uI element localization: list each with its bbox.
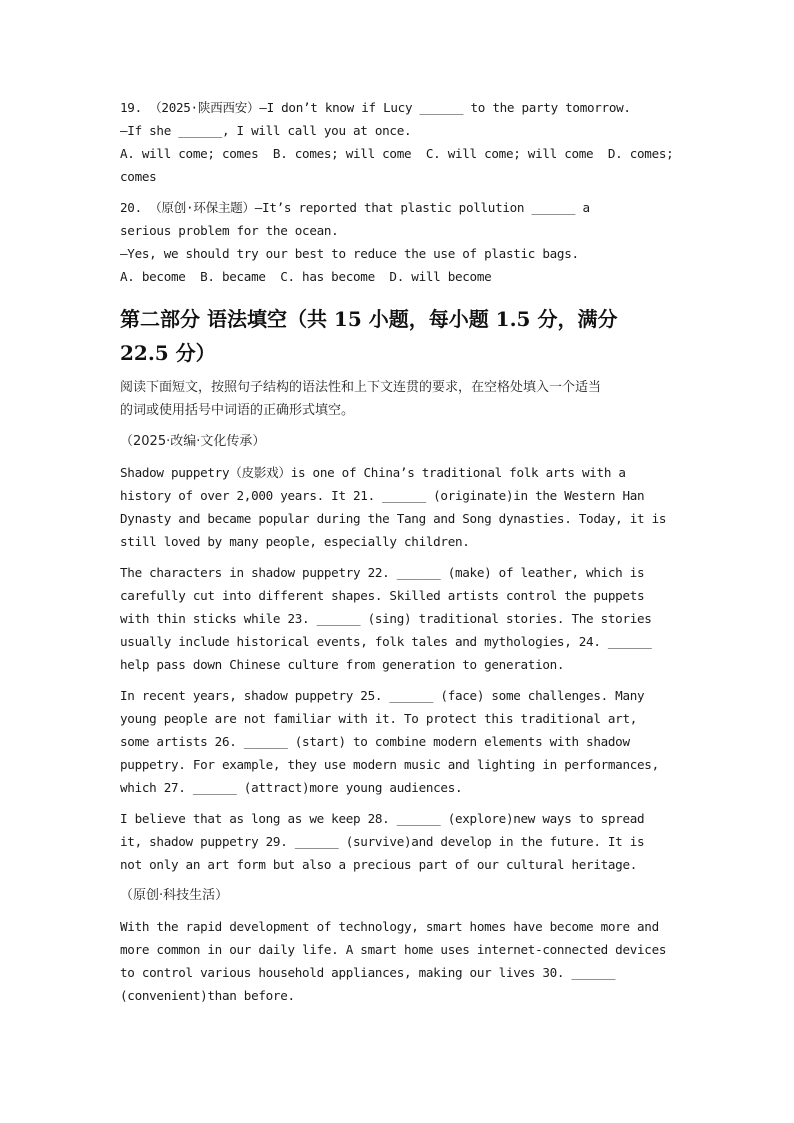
section-heading-line: 22.5 分） <box>120 341 216 365</box>
paragraph-line: With the rapid development of technology, smart homes have become more and <box>120 919 659 934</box>
paragraph-line: Shadow puppetry（皮影戏）is one of China’s traditional folk arts with a <box>120 465 626 480</box>
question-20-line: 20. （原创·环保主题）—It’s reported that plastic pollution ______ a <box>120 200 590 215</box>
document-page <box>120 96 700 1015</box>
paragraph-line: not only an art form but also a precious part of our cultural heritage. <box>120 857 638 872</box>
question-19-options: A. will come; comes B. comes; will come C. will come; will come D. comes; <box>120 146 674 161</box>
paragraph-line: puppetry. For example, they use modern music and lighting in performances, <box>120 757 659 772</box>
question-20-line: —Yes, we should try our best to reduce the use of plastic bags. <box>120 246 579 261</box>
passage-paragraph <box>120 807 700 876</box>
section-heading <box>120 302 700 370</box>
instructions-line: 的词或使用括号中词语的正确形式填空。 <box>120 403 355 418</box>
question-20 <box>120 196 700 288</box>
question-19-options-cont: comes <box>120 169 157 184</box>
paragraph-line: carefully cut into different shapes. Skilled artists control the puppets <box>120 588 645 603</box>
paragraph-line: young people are not familiar with it. To protect this traditional art, <box>120 711 638 726</box>
paragraph-line: it, shadow puppetry 29. ______ (survive)and develop in the future. It is <box>120 834 645 849</box>
instructions <box>120 376 700 422</box>
paragraph-line: some artists 26. ______ (start) to combine modern elements with shadow <box>120 734 630 749</box>
paragraph-line: to control various household appliances, making our lives 30. ______ <box>120 965 616 980</box>
passage-source: （原创·科技生活） <box>120 888 229 903</box>
paragraph-line: help pass down Chinese culture from generation to generation. <box>120 657 565 672</box>
paragraph-line: (convenient)than before. <box>120 988 295 1003</box>
paragraph-line: history of over 2,000 years. It 21. ______ (originate)in the Western Han <box>120 488 645 503</box>
paragraph-line: with thin sticks while 23. ______ (sing) traditional stories. The stories <box>120 611 652 626</box>
paragraph-line: I believe that as long as we keep 28. ______ (explore)new ways to spread <box>120 811 645 826</box>
paragraph-line: In recent years, shadow puppetry 25. ______ (face) some challenges. Many <box>120 688 645 703</box>
paragraph-line: Dynasty and became popular during the Tang and Song dynasties. Today, it is <box>120 511 667 526</box>
passage-paragraph <box>120 684 700 799</box>
question-20-line: serious problem for the ocean. <box>120 223 339 238</box>
paragraph-line: more common in our daily life. A smart home uses internet-connected devices <box>120 942 667 957</box>
question-19-line: 19. （2025·陕西西安）—I don’t know if Lucy ______ to the party tomorrow. <box>120 100 631 115</box>
instructions-line: 阅读下面短文，按照句子结构的语法性和上下文连贯的要求，在空格处填入一个适当 <box>120 380 602 395</box>
passage-source: （2025·改编·文化传承） <box>120 434 266 449</box>
paragraph-line: usually include historical events, folk tales and mythologies, 24. ______ <box>120 634 652 649</box>
question-19 <box>120 96 700 188</box>
passage-paragraph <box>120 461 700 553</box>
passage-paragraph <box>120 561 700 676</box>
paragraph-line: still loved by many people, especially children. <box>120 534 470 549</box>
paragraph-line: The characters in shadow puppetry 22. ______ (make) of leather, which is <box>120 565 645 580</box>
paragraph-line: which 27. ______ (attract)more young audiences. <box>120 780 463 795</box>
question-19-line: —If she ______, I will call you at once. <box>120 123 412 138</box>
passage-paragraph <box>120 915 700 1007</box>
section-heading-line: 第二部分 语法填空（共 15 小题，每小题 1.5 分，满分 <box>120 307 618 331</box>
question-20-options: A. become B. became C. has become D. will become <box>120 269 492 284</box>
